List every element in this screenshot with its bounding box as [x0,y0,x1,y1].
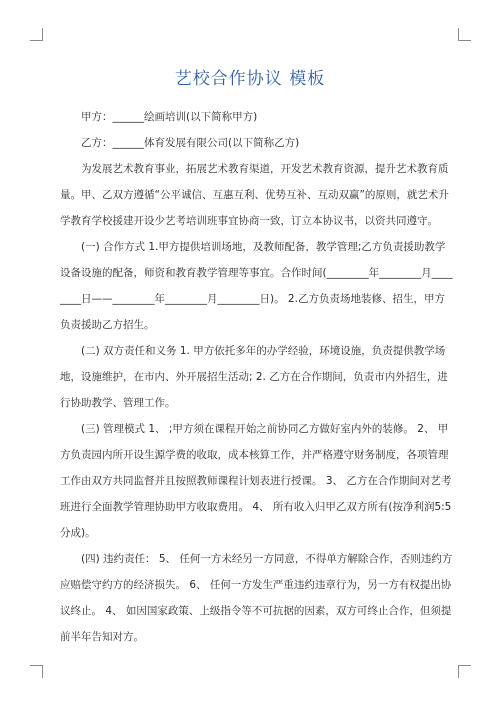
management-line-2: 方负责园内所开设生源学费的收取，成本核算工作，并严格遵守财务制度，各项管理 [60,449,449,461]
crop-mark-bottom-right [458,665,471,678]
cooperation-line-1: (一) 合作方式 1.甲方提供培训场地，及教师配备，教学管理;乙方负责援助教学 [81,241,446,253]
management-line-5: 分成)。 [60,527,96,539]
party-a-line: 甲方：______绘画培训(以下简称甲方) [81,111,258,123]
intro-line-2: 量。甲、乙双方遵循“公平诚信、互惠互利、优势互补、互动双赢”的原则，就艺术升 [60,189,449,201]
duty-line-3: 行协助教学、管理工作。 [60,397,176,409]
crop-mark-top-left [30,28,43,41]
cooperation-line-2: 设备设施的配备，师资和教育教学管理等事宜。合作时间(________年________月____ [60,267,453,279]
management-line-4: 班进行全面教学管理协助甲方收取费用。 4、 所有收入归甲乙双方所有(按净利润5:5 [60,501,452,513]
duty-line-1: (二) 双方责任和义务 1. 甲方依托多年的办学经验，环境设施，负责提供教学场 [81,345,446,357]
crop-mark-top-right [458,28,471,41]
party-b-line: 乙方：______体育发展有限公司(以下简称乙方) [81,137,300,149]
breach-line-1: (四) 违约责任： 5、 任何一方未经另一方同意，不得单方解除合作，否则违约方 [81,553,453,565]
document-body [60,104,453,650]
intro-line-1: 为发展艺术教育事业，拓展艺术教育渠道，开发艺术教育资源，提升艺术教育质 [81,163,449,175]
cooperation-line-4: 负责援助乙方招生。 [60,319,155,331]
duty-line-2: 地，设施维护，在市内、外开展招生活动; 2. 乙方在合作期间，负责市内外招生，进 [60,371,448,383]
crop-mark-bottom-left [30,665,43,678]
management-line-3: 工作由双方共同监督并且按照教师课程计划表进行授课。 3、 乙方在合作期间对艺考 [60,475,452,487]
breach-line-3: 议终止。 4、 如因国家政策、上级指令等不可抗据的因素，双方可终止合作，但须提 [60,605,452,617]
cooperation-line-3: ____日——________年________月________日)。 2.乙方负责场地装修、招生，甲方 [60,293,445,305]
intro-line-3: 学教育学校援建开设少艺考培训班事宜协商一致，订立本协议书，以资共同遵守。 [60,215,438,227]
management-line-1: (三) 管理模式 1、 ;甲方须在课程开始之前协同乙方做好室内外的装修。 2、 甲 [81,423,449,435]
breach-line-4: 前半年告知对方。 [60,631,144,643]
breach-line-2: 应赔偿守约方的经济损失。 6、 任何一方发生严重违约违章行为，另一方有权提出协 [60,579,452,591]
document-title: 艺校合作协议 模板 [174,69,326,89]
